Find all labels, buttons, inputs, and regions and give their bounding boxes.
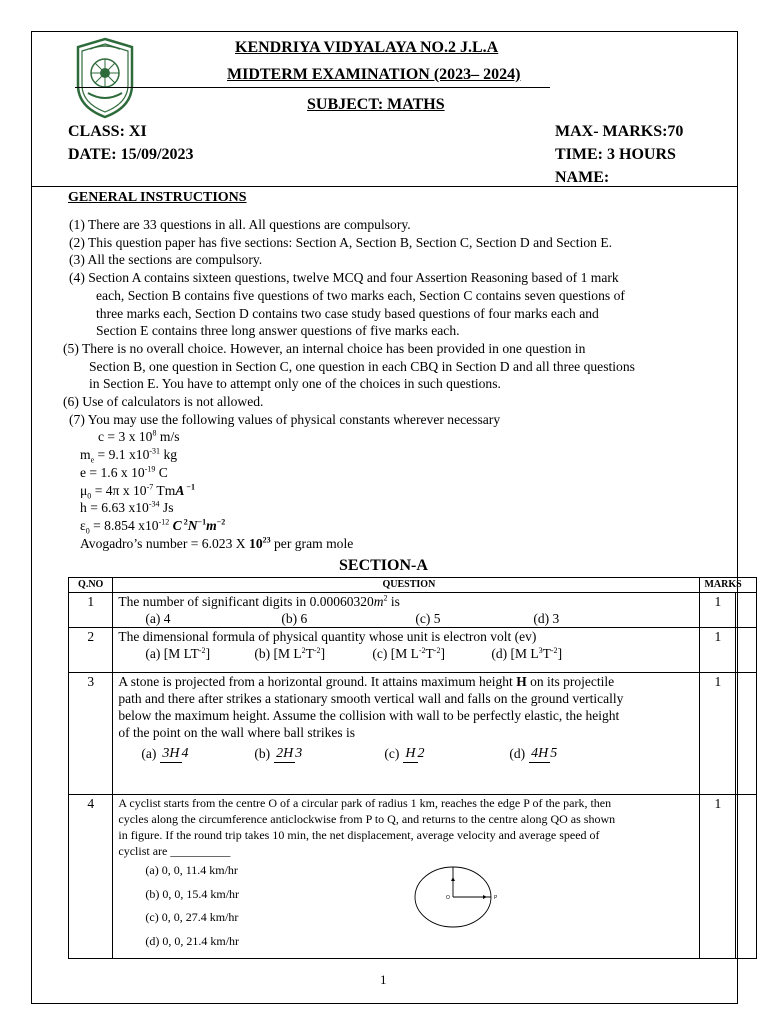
option-list (118, 745, 699, 763)
question-text-line-1: A cyclist starts from the centre O of a circular park of radius 1 km, reaches the edge P of the park, then (118, 796, 612, 810)
option-b: (b) 6 (281, 611, 308, 626)
logo-underline (75, 87, 550, 88)
section-title: SECTION-A (339, 557, 428, 574)
table-row (69, 628, 757, 673)
question-number: 3 (69, 673, 113, 795)
question-marks: 1 (700, 673, 736, 795)
instruction-3: (3) All the sections are compulsory. (69, 252, 263, 268)
instruction-6: (6) Use of calculators is not allowed. (63, 394, 264, 410)
column-header-marks: MARKS (700, 578, 757, 593)
school-emblem-logo (74, 37, 136, 119)
circular-park-figure (411, 859, 501, 929)
question-table (68, 577, 757, 959)
question-text: The number of significant digits in $0.00060320m^2$ is (118, 593, 400, 609)
page-number: 1 (380, 972, 387, 987)
question-marks: 1 (700, 628, 736, 673)
table-row (69, 593, 757, 628)
option-a: (a) [M LT-2] (145, 645, 211, 661)
instructions-list (63, 216, 713, 552)
question-body (113, 673, 700, 795)
constant-avogadro: Avogadro’s number = 6.023 X $10^{23}$ per gram mole (80, 535, 354, 551)
option-d: (d) 3 (533, 611, 560, 626)
instruction-4-line-1: (4) Section A contains sixteen questions, twelve MCQ and four Assertion Reasoning based of 1 mark (69, 270, 619, 286)
table-row (69, 795, 757, 959)
constant-me: $m_e = 9.1$ $x10^{-31}$ kg (80, 446, 178, 465)
exam-title: MIDTERM EXAMINATION (2023– 2024) (227, 66, 521, 83)
max-marks-label: MAX- MARKS:70 (555, 123, 684, 140)
question-body (113, 795, 700, 959)
column-header-question: QUESTION (113, 578, 700, 593)
question-text-line-3: in figure. If the round trip takes 10 min, the net displacement, average velocity and average speed of (118, 828, 600, 842)
table-row (69, 673, 757, 795)
header-divider (31, 186, 738, 187)
option-b: (b) [M L2T-2] (254, 645, 326, 661)
class-label: CLASS: XI (68, 123, 147, 140)
option-a: (a) 4 (145, 611, 171, 626)
instruction-1: (1) There are 33 questions in all. All questions are compulsory. (69, 217, 411, 232)
column-header-qno: Q.NO (69, 578, 113, 593)
question-text: The dimensional formula of physical quantity whose unit is electron volt (ev) (118, 629, 537, 644)
question-text-line-3: below the maximum height. Assume the collision with wall to be perfectly elastic, the height (118, 708, 620, 723)
option-b: (b) 0, 0, 15.4 km/hr (145, 886, 240, 901)
instruction-5-line-2: Section B, one question in Section C, one question in each CBQ in Section D and all three questions (89, 358, 635, 374)
question-body (113, 593, 700, 628)
school-name: KENDRIYA VIDYALAYA NO.2 J.L.A (235, 39, 499, 56)
option-c: (c) 5 (415, 611, 441, 626)
option-a: (a) 0, 0, 11.4 km/hr (145, 863, 238, 877)
question-text-line-4: cyclist are __________ (118, 844, 231, 858)
date-label: DATE: 15/09/2023 (68, 146, 194, 163)
question-number: 4 (69, 795, 113, 959)
question-text-line-1: A stone is projected from a horizontal ground. It attains maximum height H on its projectile (118, 674, 615, 689)
question-marks: 1 (700, 593, 736, 628)
instruction-5-line-3: in Section E. You have to attempt only one of the choices in such questions. (89, 376, 501, 392)
option-d: (d) 4H 5 (509, 746, 558, 762)
option-list (118, 645, 699, 662)
constant-e: e = 1.6 x $10^{-19}$ C (80, 464, 168, 480)
instruction-7: (7) You may use the following values of physical constants wherever necessary (69, 411, 501, 427)
question-number: 1 (69, 593, 113, 628)
instruction-4-line-4: Section E contains three long answer questions of five marks each. (96, 323, 460, 339)
figure-label-p: P (494, 895, 498, 901)
option-c: (c) H 2 (384, 746, 425, 762)
question-text-line-2: cycles along the circumference anticlockwise from P to Q, and returns to the centre along QO as shown (118, 812, 616, 826)
option-list (118, 859, 699, 953)
question-text-line-4: of the point on the wall where ball strikes is (118, 725, 355, 740)
question-marks: 1 (700, 795, 736, 959)
constant-h: h = 6.63 $x10^{-34}$ Js (80, 499, 174, 516)
constant-eps0: $\varepsilon_0 = 8.854$ $x10^{-12}$ C $^2N^{-1}m^{-2}$ (80, 517, 226, 536)
option-a: (a) 3H 4 (141, 746, 189, 762)
question-text-line-2: path and there after strikes a stationary smooth vertical wall and falls on the ground vertically (118, 691, 624, 706)
subject-title: SUBJECT: MATHS (307, 96, 445, 113)
instruction-4-line-2: each, Section B contains five questions of two marks each, Section C contains seven questions of (96, 287, 625, 303)
constant-mu0: $\mu_0 = 4\pi$ x $10^{-7}$ TmA $^{-1}$ (80, 482, 195, 501)
table-header-row (69, 578, 757, 593)
option-b: (b) 2H 3 (254, 746, 303, 762)
question-body (113, 628, 700, 673)
option-d: (d) 0, 0, 21.4 km/hr (145, 933, 240, 948)
instruction-5-line-1: (5) There is no overall choice. However, an internal choice has been provided in one question in (63, 340, 586, 356)
instruction-4-line-3: three marks each, Section D contains two case study based questions of four marks each and (96, 305, 599, 321)
option-d: (d) [M L3T-2] (491, 645, 563, 661)
instructions-title: GENERAL INSTRUCTIONS (68, 190, 247, 205)
option-c: (c) 0, 0, 27.4 km/hr (145, 910, 239, 924)
question-number: 2 (69, 628, 113, 673)
constant-c: c = 3 x $10^8$ m/s (98, 428, 180, 445)
option-c: (c) [M L-2T-2] (372, 645, 445, 661)
figure-label-o: O (446, 895, 451, 901)
option-list (118, 610, 699, 627)
name-label: NAME: (555, 169, 610, 186)
time-label: TIME: 3 HOURS (555, 146, 676, 163)
instruction-2: (2) This question paper has five sections: Section A, Section B, Section C, Section D and Section E. (69, 234, 613, 250)
